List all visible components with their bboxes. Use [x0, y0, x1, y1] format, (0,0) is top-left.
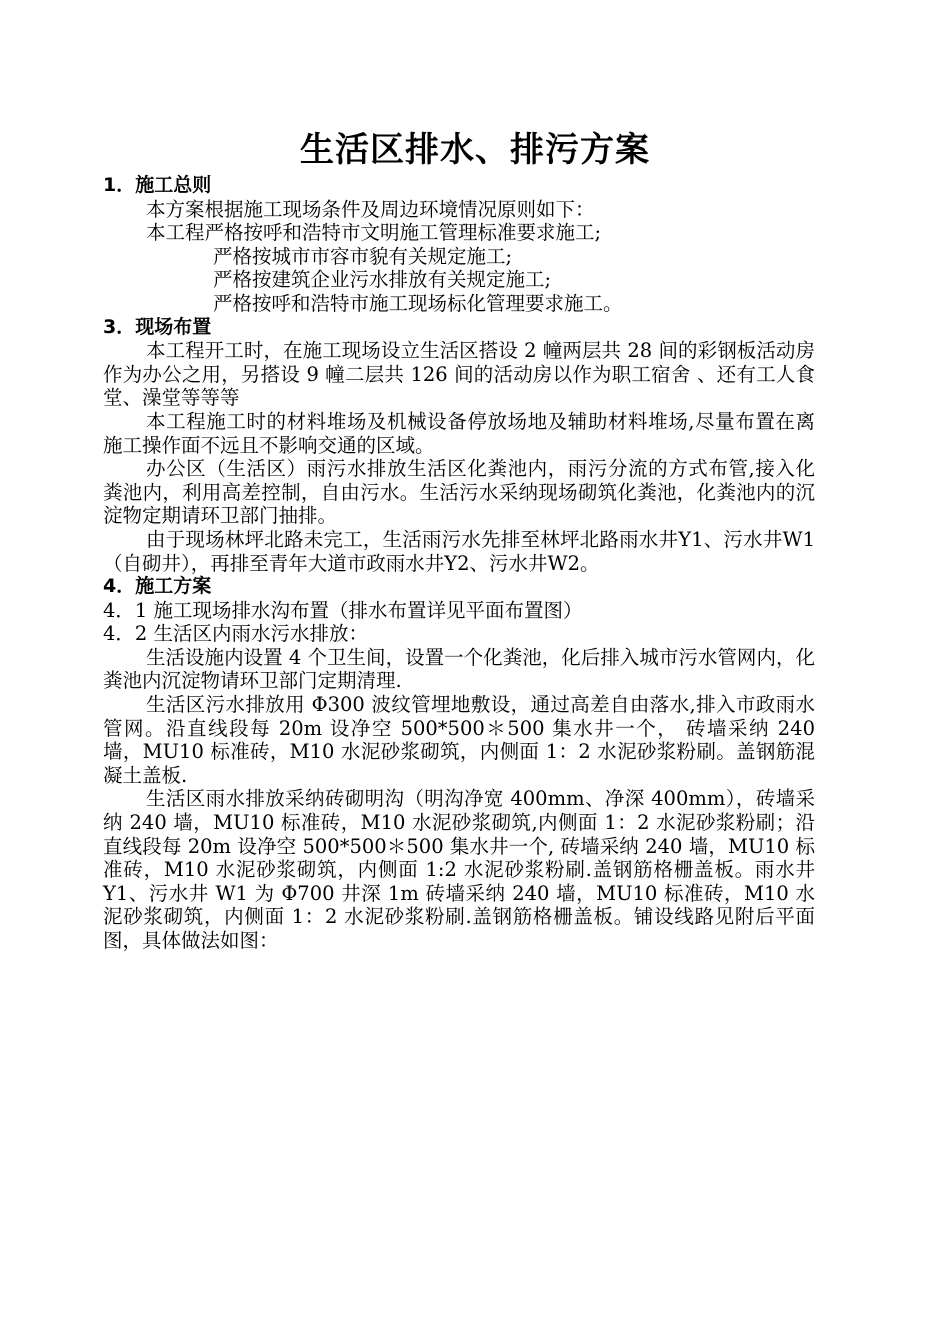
- section-1-rule-4: 严格按呼和浩特市施工现场标化管理要求施工。: [213, 291, 623, 315]
- section-4-subheading-2: 4．2 生活区内雨水污水排放：: [103, 622, 369, 646]
- document-body: [103, 174, 815, 953]
- section-1-rule-3: 严格按建筑企业污水排放有关规定施工;: [213, 268, 552, 292]
- section-1-rule-1: 本工程严格按呼和浩特市文明施工管理标准要求施工;: [146, 221, 602, 245]
- section-4-subheading-1: 4．1 施工现场排水沟布置（排水布置详见平面布置图）: [103, 598, 583, 622]
- section-3-paragraph-2: 本工程施工时的材料堆场及机械设备停放场地及辅助材料堆场,尽量布置在离施工操作面不远且不影响交通的区域。: [103, 409, 815, 457]
- section-3-paragraph-3: 办公区（生活区）雨污水排放生活区化粪池内，雨污分流的方式布管,接入化粪池内，利用高差控制，自由污水。生活污水采纳现场砌筑化粪池，化粪池内的沉淀物定期请环卫部门抽排。: [103, 457, 815, 528]
- section-1-rule-2: 严格按城市市容市貌有关规定施工;: [213, 244, 513, 268]
- page-title: 生活区排水、排污方案: [300, 130, 650, 170]
- section-4-paragraph-2: 生活区污水排放用 Φ300 波纹管埋地敷设，通过高差自由落水,排入市政雨水管网。沿直线段每 20m 设净空 500*500＊500 集水井一个， 砖墙采纳 240 墙，MU10 标准砖，M10 水泥砂浆砌筑，内侧面 1：2 水泥砂浆粉刷。盖钢筋混凝土盖板.: [103, 693, 815, 787]
- section-heading-1: 1．施工总则: [103, 174, 212, 196]
- section-4-paragraph-1: 生活设施内设置 4 个卫生间，设置一个化粪池，化后排入城市污水管网内，化粪池内沉淀物请环卫部门定期清理.: [103, 645, 815, 693]
- section-3-paragraph-4: 由于现场林坪北路未完工，生活雨污水先排至林坪北路雨水井Y1、污水井W1（自砌井），再排至青年大道市政雨水井Y2、污水井W2。: [103, 527, 815, 575]
- section-4-paragraph-3: 生活区雨水排放采纳砖砌明沟（明沟净宽 400mm、净深 400mm），砖墙采纳 240 墙，MU10 标准砖，M10 水泥砂浆砌筑,内侧面 1：2 水泥砂浆粉刷；沿直线段每 20m 设净空 500*500＊500 集水井一个, 砖墙采纳 240 墙，MU10 标准砖，M10 水泥砂浆砌筑，内侧面 1:2 水泥砂浆粉刷.盖钢筋格栅盖板。雨水井 Y1、污水井 W1 为 Φ700 井深 1m 砖墙采纳 240 墙，MU10 标准砖，M10 水泥砂浆砌筑，内侧面 1：2 水泥砂浆粉刷.盖钢筋格栅盖板。铺设线路见附后平面图，具体做法如图：: [103, 787, 815, 952]
- section-1-intro: 本方案根据施工现场条件及周边环境情况原则如下：: [146, 197, 595, 221]
- section-3-paragraph-1: 本工程开工时，在施工现场设立生活区搭设 2 幢两层共 28 间的彩钢板活动房作为办公之用，另搭设 9 幢二层共 126 间的活动房以作为职工宿舍 、还有工人食堂、澡堂等等等: [103, 339, 815, 410]
- section-heading-3: 3．现场布置: [103, 315, 212, 338]
- section-heading-4: 4．施工方案: [103, 575, 212, 598]
